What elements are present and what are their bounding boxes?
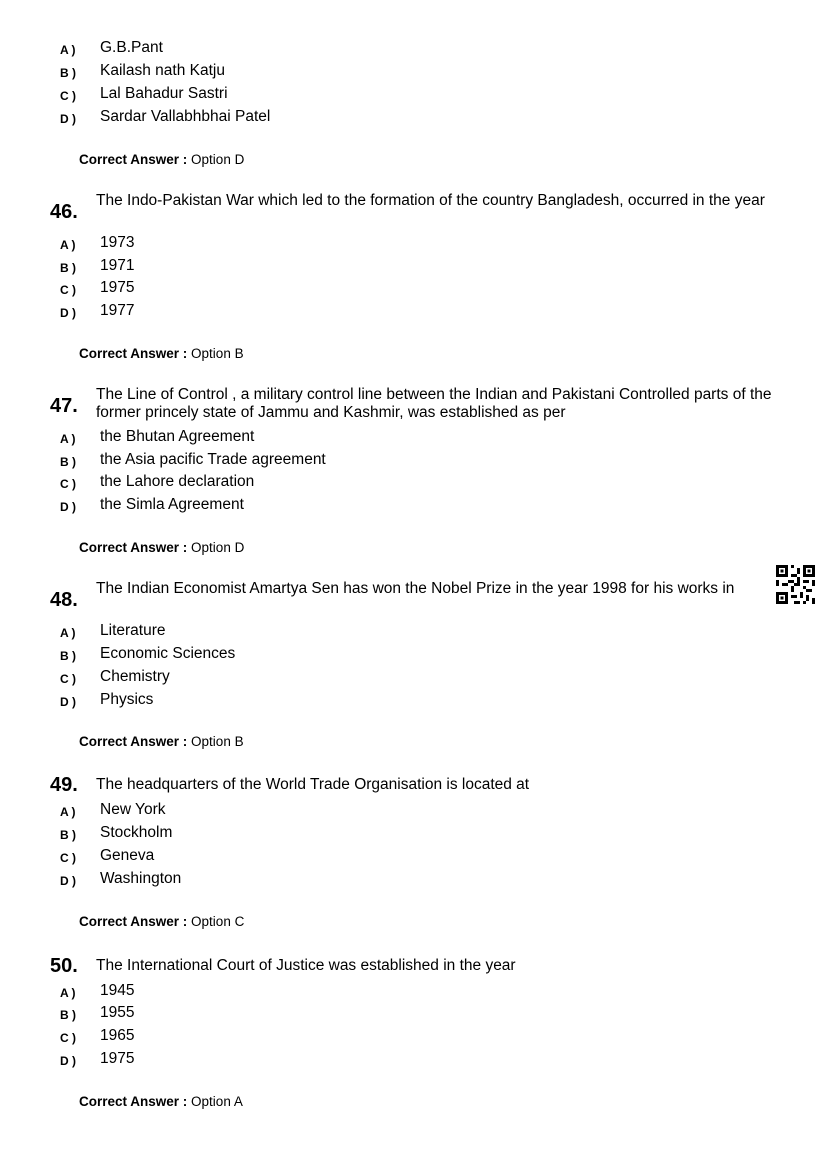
correct-answer [79, 346, 244, 362]
question-text: The Indo-Pakistan War which led to the formation of the country Bangladesh, occurred in the year [96, 192, 765, 209]
option-label: A ) [60, 626, 76, 640]
question-text: The International Court of Justice was established in the year [96, 957, 516, 974]
correct-answer-value: Option D [191, 540, 245, 555]
correct-answer-value: Option D [191, 152, 245, 167]
option-c [0, 472, 826, 495]
option-text: 1971 [100, 257, 135, 274]
correct-answer [79, 734, 244, 750]
option-d [0, 495, 826, 518]
option-b [0, 450, 826, 473]
option-text: Kailash nath Katju [100, 62, 225, 79]
correct-answer-value: Option A [191, 1094, 243, 1109]
question-number: 49. [50, 774, 78, 796]
question-text: The Indian Economist Amartya Sen has won the Nobel Prize in the year 1998 for his works in [96, 580, 735, 597]
option-label: B ) [60, 649, 76, 663]
option-c [0, 1026, 826, 1049]
option-c [0, 278, 826, 301]
option-label: C ) [60, 1031, 76, 1045]
correct-answer-label: Correct Answer : [79, 346, 188, 361]
option-b [0, 644, 826, 667]
option-text: Chemistry [100, 668, 170, 685]
option-a [0, 981, 826, 1004]
option-text: G.B.Pant [100, 39, 163, 56]
correct-answer-label: Correct Answer : [79, 152, 188, 167]
option-label: D ) [60, 874, 76, 888]
option-text: 1973 [100, 234, 135, 251]
option-text: 1975 [100, 1050, 135, 1067]
option-c [0, 846, 826, 869]
correct-answer-value: Option B [191, 734, 244, 749]
option-label: A ) [60, 986, 76, 1000]
option-b [0, 1003, 826, 1026]
option-d [0, 301, 826, 324]
correct-answer [79, 1094, 243, 1110]
option-label: A ) [60, 43, 76, 57]
option-a [0, 800, 826, 823]
option-b [0, 61, 826, 84]
option-label: C ) [60, 283, 76, 297]
correct-answer-label: Correct Answer : [79, 734, 188, 749]
option-text: Lal Bahadur Sastri [100, 85, 228, 102]
option-c [0, 667, 826, 690]
option-label: A ) [60, 805, 76, 819]
option-text: 1945 [100, 982, 135, 999]
question-number: 48. [50, 589, 78, 611]
correct-answer-label: Correct Answer : [79, 540, 188, 555]
question-number: 50. [50, 955, 78, 977]
option-text: New York [100, 801, 166, 818]
qr-code-icon [776, 565, 815, 604]
option-text: Washington [100, 870, 182, 887]
option-text: Physics [100, 691, 154, 708]
option-a [0, 621, 826, 644]
option-text: the Simla Agreement [100, 496, 244, 513]
option-c [0, 84, 826, 107]
option-label: C ) [60, 477, 76, 491]
option-text: 1955 [100, 1004, 135, 1021]
option-label: C ) [60, 851, 76, 865]
option-text: Geneva [100, 847, 155, 864]
correct-answer [79, 540, 244, 556]
option-d [0, 690, 826, 713]
option-text: Economic Sciences [100, 645, 236, 662]
option-text: the Bhutan Agreement [100, 428, 255, 445]
question-number: 46. [50, 201, 78, 223]
correct-answer [79, 152, 244, 168]
option-label: B ) [60, 66, 76, 80]
option-a [0, 233, 826, 256]
option-a [0, 427, 826, 450]
correct-answer-label: Correct Answer : [79, 914, 188, 929]
option-label: C ) [60, 672, 76, 686]
option-d [0, 1049, 826, 1072]
option-label: B ) [60, 455, 76, 469]
option-text: 1977 [100, 302, 135, 319]
option-d [0, 107, 826, 130]
question-text: The headquarters of the World Trade Organisation is located at [96, 776, 530, 793]
option-label: D ) [60, 695, 76, 709]
option-label: D ) [60, 500, 76, 514]
option-text: 1965 [100, 1027, 135, 1044]
option-d [0, 869, 826, 892]
option-label: C ) [60, 89, 76, 103]
question-number: 47. [50, 395, 78, 417]
option-b [0, 256, 826, 279]
correct-answer-label: Correct Answer : [79, 1094, 188, 1109]
option-text: the Lahore declaration [100, 473, 255, 490]
option-label: D ) [60, 1054, 76, 1068]
option-text: 1975 [100, 279, 135, 296]
correct-answer-value: Option C [191, 914, 245, 929]
correct-answer-value: Option B [191, 346, 244, 361]
option-label: A ) [60, 432, 76, 446]
option-label: B ) [60, 1008, 76, 1022]
option-label: B ) [60, 261, 76, 275]
option-a [0, 38, 826, 61]
option-label: D ) [60, 306, 76, 320]
question-text: The Line of Control , a military control line between the Indian and Pakistani Controlled parts of the former princely state of Jammu and Kashmir, was established as per [96, 386, 772, 421]
option-label: D ) [60, 112, 76, 126]
option-text: Stockholm [100, 824, 173, 841]
correct-answer [79, 914, 244, 930]
option-text: the Asia pacific Trade agreement [100, 451, 326, 468]
option-b [0, 823, 826, 846]
option-label: A ) [60, 238, 76, 252]
option-label: B ) [60, 828, 76, 842]
option-text: Sardar Vallabhbhai Patel [100, 108, 271, 125]
option-text: Literature [100, 622, 166, 639]
